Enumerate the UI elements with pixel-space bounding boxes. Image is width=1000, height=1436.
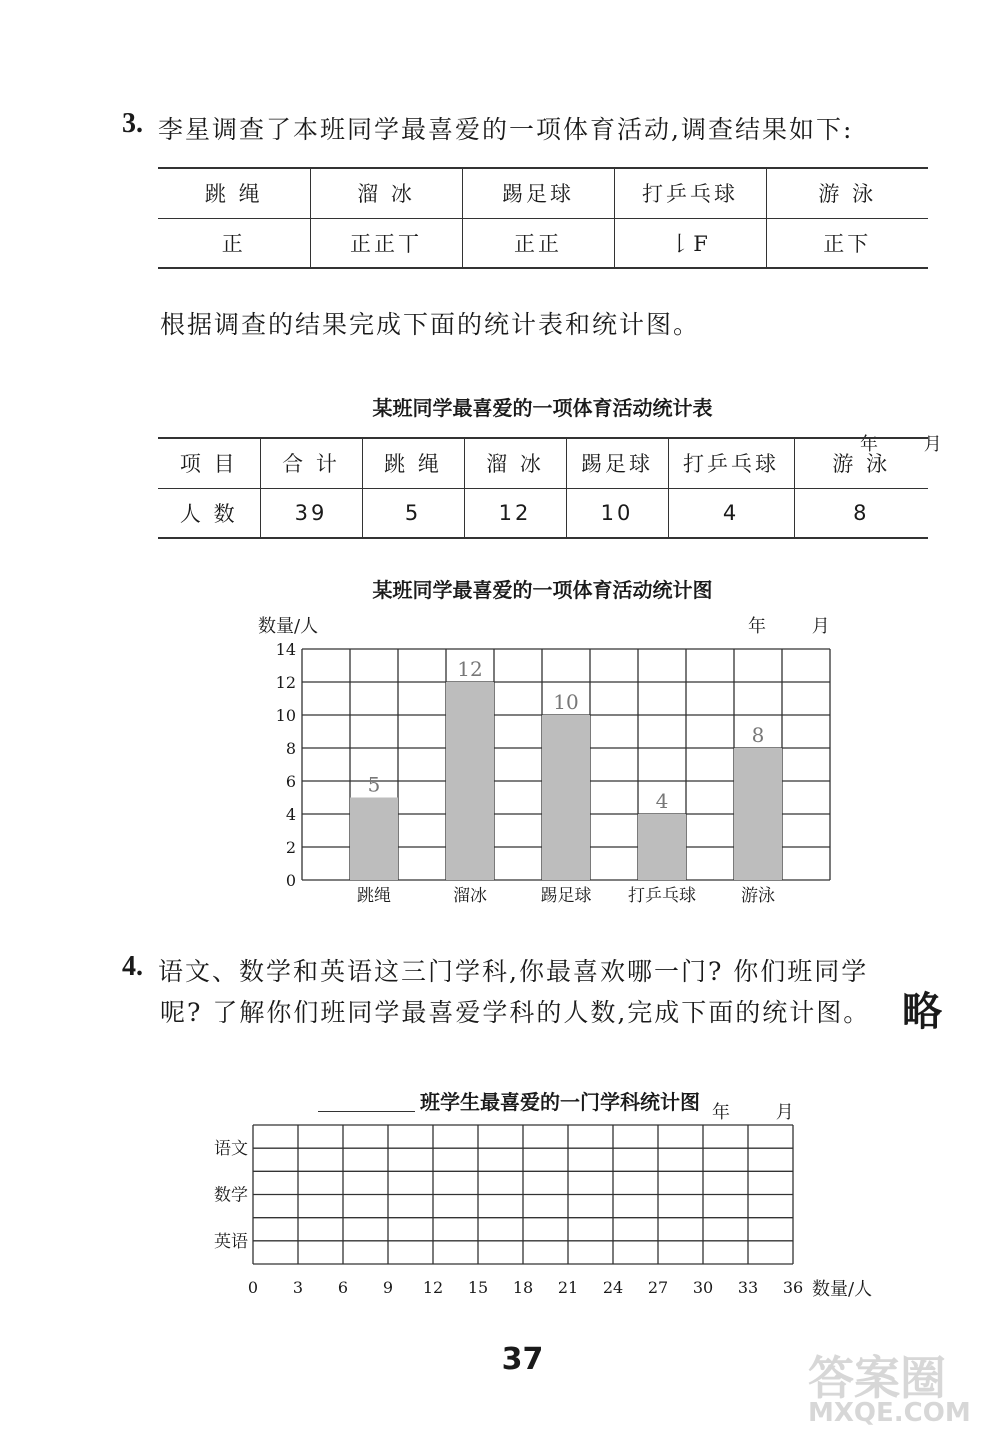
stat-table-title: 某班同学最喜爱的一项体育活动统计表 (372, 396, 713, 420)
bar (446, 682, 494, 880)
watermark-url: MXQE.COM (808, 1398, 971, 1428)
stat-header-cell: 跳 绳 (362, 438, 464, 488)
question-4-line2: 呢? 了解你们班同学最喜爱学科的人数,完成下面的统计图。 (160, 998, 871, 1027)
subject-chart-title: 班学生最喜爱的一门学科统计图 (420, 1090, 700, 1114)
x-tick-label: 0 (247, 1278, 259, 1297)
survey-tally: 正下 (766, 218, 928, 268)
x-tick-label: 30 (692, 1278, 714, 1297)
y-category-label: 英语 (214, 1231, 248, 1252)
y-tick-label: 4 (285, 805, 296, 824)
y-tick-label: 14 (275, 640, 296, 659)
x-tick-label: 3 (292, 1278, 304, 1297)
x-tick-label: 15 (467, 1278, 489, 1297)
y-category-label: 语文 (214, 1139, 248, 1160)
survey-activity: 溜 冰 (310, 168, 462, 218)
subject-chart-date: 年 月 (712, 1102, 814, 1123)
survey-activity: 打乒乓球 (614, 168, 766, 218)
bar-value-label: 5 (367, 772, 381, 797)
survey-activity: 游 泳 (766, 168, 928, 218)
question-3-number: 3. (122, 108, 143, 139)
stat-row-label: 人 数 (179, 501, 238, 526)
bar-chart-y-unit: 数量/人 (258, 616, 319, 637)
x-tick-label: 9 (382, 1278, 394, 1297)
y-tick-label: 12 (275, 673, 296, 692)
question-3-text: 李星调查了本班同学最喜爱的一项体育活动,调查结果如下: (158, 115, 854, 144)
survey-activity: 跳 绳 (158, 168, 310, 218)
y-tick-label: 8 (285, 739, 296, 758)
stat-value: 12 (464, 488, 566, 538)
instruction-text: 根据调查的结果完成下面的统计表和统计图。 (160, 310, 701, 339)
bar-chart-title: 某班同学最喜爱的一项体育活动统计图 (372, 578, 713, 602)
stat-header-cell: 踢足球 (566, 438, 668, 488)
bar-value-label: 4 (655, 789, 669, 813)
x-tick-label: 18 (512, 1278, 534, 1297)
watermark-logo: 答案圈 (808, 1351, 946, 1405)
question-4-line1: 语文、数学和英语这三门学科,你最喜欢哪一门? 你们班同学 (158, 957, 869, 986)
stat-header-cell: 打乒乓球 (668, 438, 794, 488)
handwritten-note: 略 (902, 989, 942, 1035)
x-category-label: 游泳 (741, 886, 775, 906)
y-tick-label: 10 (275, 706, 296, 725)
stat-header-cell: 溜 冰 (464, 438, 566, 488)
x-tick-label: 6 (337, 1278, 349, 1297)
stat-header-cell: 项 目 (158, 438, 260, 488)
bar (638, 814, 686, 880)
y-category-label: 数学 (214, 1185, 248, 1206)
bar-value-label: 10 (553, 690, 579, 714)
y-tick-label: 0 (285, 871, 296, 890)
x-tick-label: 36 (782, 1278, 804, 1297)
stat-value: 4 (668, 488, 794, 538)
bar (734, 748, 782, 880)
page-number: 37 (501, 1342, 544, 1377)
stat-value: 5 (362, 488, 464, 538)
bar-chart-date: 年 月 (748, 616, 850, 637)
survey-tally: 𠄌F (614, 218, 766, 268)
x-tick-label: 33 (737, 1278, 759, 1297)
stat-value: 10 (566, 488, 668, 538)
stat-value: 8 (794, 488, 928, 538)
subject-chart-grid (253, 1125, 793, 1264)
bar (350, 798, 398, 881)
x-tick-label: 21 (557, 1278, 579, 1297)
survey-tally: 正 (221, 231, 246, 256)
survey-tally: 正正丅 (310, 218, 462, 268)
stat-table-date: 年 月 (860, 434, 962, 455)
x-tick-label: 12 (422, 1278, 444, 1297)
y-tick-label: 6 (285, 772, 296, 791)
stat-value-total: 39 (260, 488, 362, 538)
x-category-label: 溜冰 (453, 886, 487, 906)
class-name-blank[interactable] (318, 1111, 415, 1112)
bar (542, 715, 590, 880)
x-category-label: 跳绳 (357, 886, 391, 906)
survey-tally: 正正 (462, 218, 614, 268)
survey-activity: 踢足球 (462, 168, 614, 218)
subject-chart-x-unit: 数量/人 (812, 1279, 873, 1300)
stat-header-cell: 合 计 (260, 438, 362, 488)
y-tick-label: 2 (285, 838, 296, 857)
x-tick-label: 24 (602, 1278, 624, 1297)
bar-value-label: 12 (457, 657, 483, 681)
bar-value-label: 8 (751, 723, 765, 747)
question-4-number: 4. (122, 951, 143, 982)
x-category-label: 打乒乓球 (628, 886, 696, 906)
x-tick-label: 27 (647, 1278, 669, 1297)
x-category-label: 踢足球 (540, 886, 592, 906)
stat-header-cell: 游 泳 (794, 438, 928, 488)
